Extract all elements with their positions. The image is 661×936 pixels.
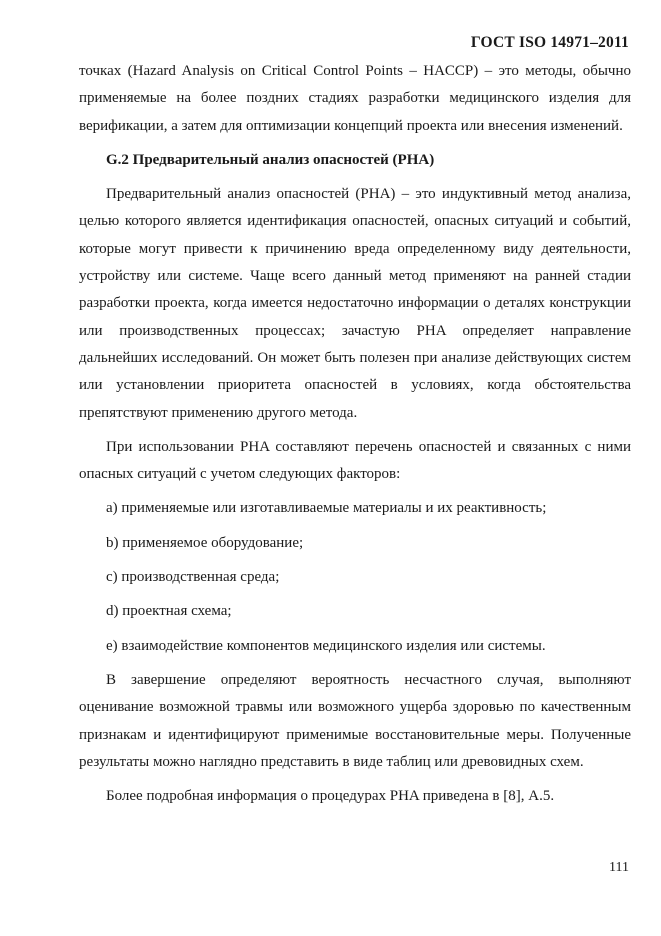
section-title: G.2 Предварительный анализ опасностей (PHA) [106,151,435,168]
page-content [79,58,631,810]
list-item: e) взаимодействие компонентов медицинского изделия или системы. [106,637,546,654]
paragraph-pha-definition: Предварительный анализ опасностей (PHA) – это индуктивный метод анализа, целью которого является идентификация опасностей, опасных ситуаций и событий, которые могут привести к причинению вреда определенному виду деятельности, устройству или системе. Чаще всего данный метод применяют на ранней стадии разработки проекта, когда имеется недостаточно информации о деталях конструкции или производственных процессах; зачастую PHA определяет направление дальнейших исследований. Он может быть полезен при анализе действующих систем или установлении приоритета опасностей в условиях, когда обстоятельства препятствуют применению другого метода. [79,186,631,421]
list-item: c) производственная среда; [106,569,280,586]
paragraph-pha-usage: При использовании PHA составляют перечень опасностей и связанных с ними опасных ситуаций с учетом следующих факторов: [79,438,631,483]
paragraph-conclusion: В завершение определяют вероятность несчастного случая, выполняют оценивание возможной травмы или возможного ущерба здоровью по качественным признакам и идентифицируют применимые восстановительные меры. Полученные результаты можно наглядно представить в виде таблиц или древовидных схем. [79,671,631,770]
list-item: d) проектная схема; [106,603,232,620]
paragraph-reference: Более подробная информация о процедурах PHA приведена в [8], А.5. [106,788,555,805]
intro-paragraph: точках (Hazard Analysis on Critical Control Points – HACCP) – это методы, обычно применяемые на более поздних стадиях разработки медицинского изделия для верификации, а затем для оптимизации концепций проекта или внесения изменений. [79,63,631,134]
list-item: a) применяемые или изготавливаемые материалы и их реактивность; [106,500,547,517]
page-number: 111 [609,860,629,875]
list-item: b) применяемое оборудование; [106,534,304,551]
page-header: ГОСТ ISO 14971–2011 [470,34,629,51]
